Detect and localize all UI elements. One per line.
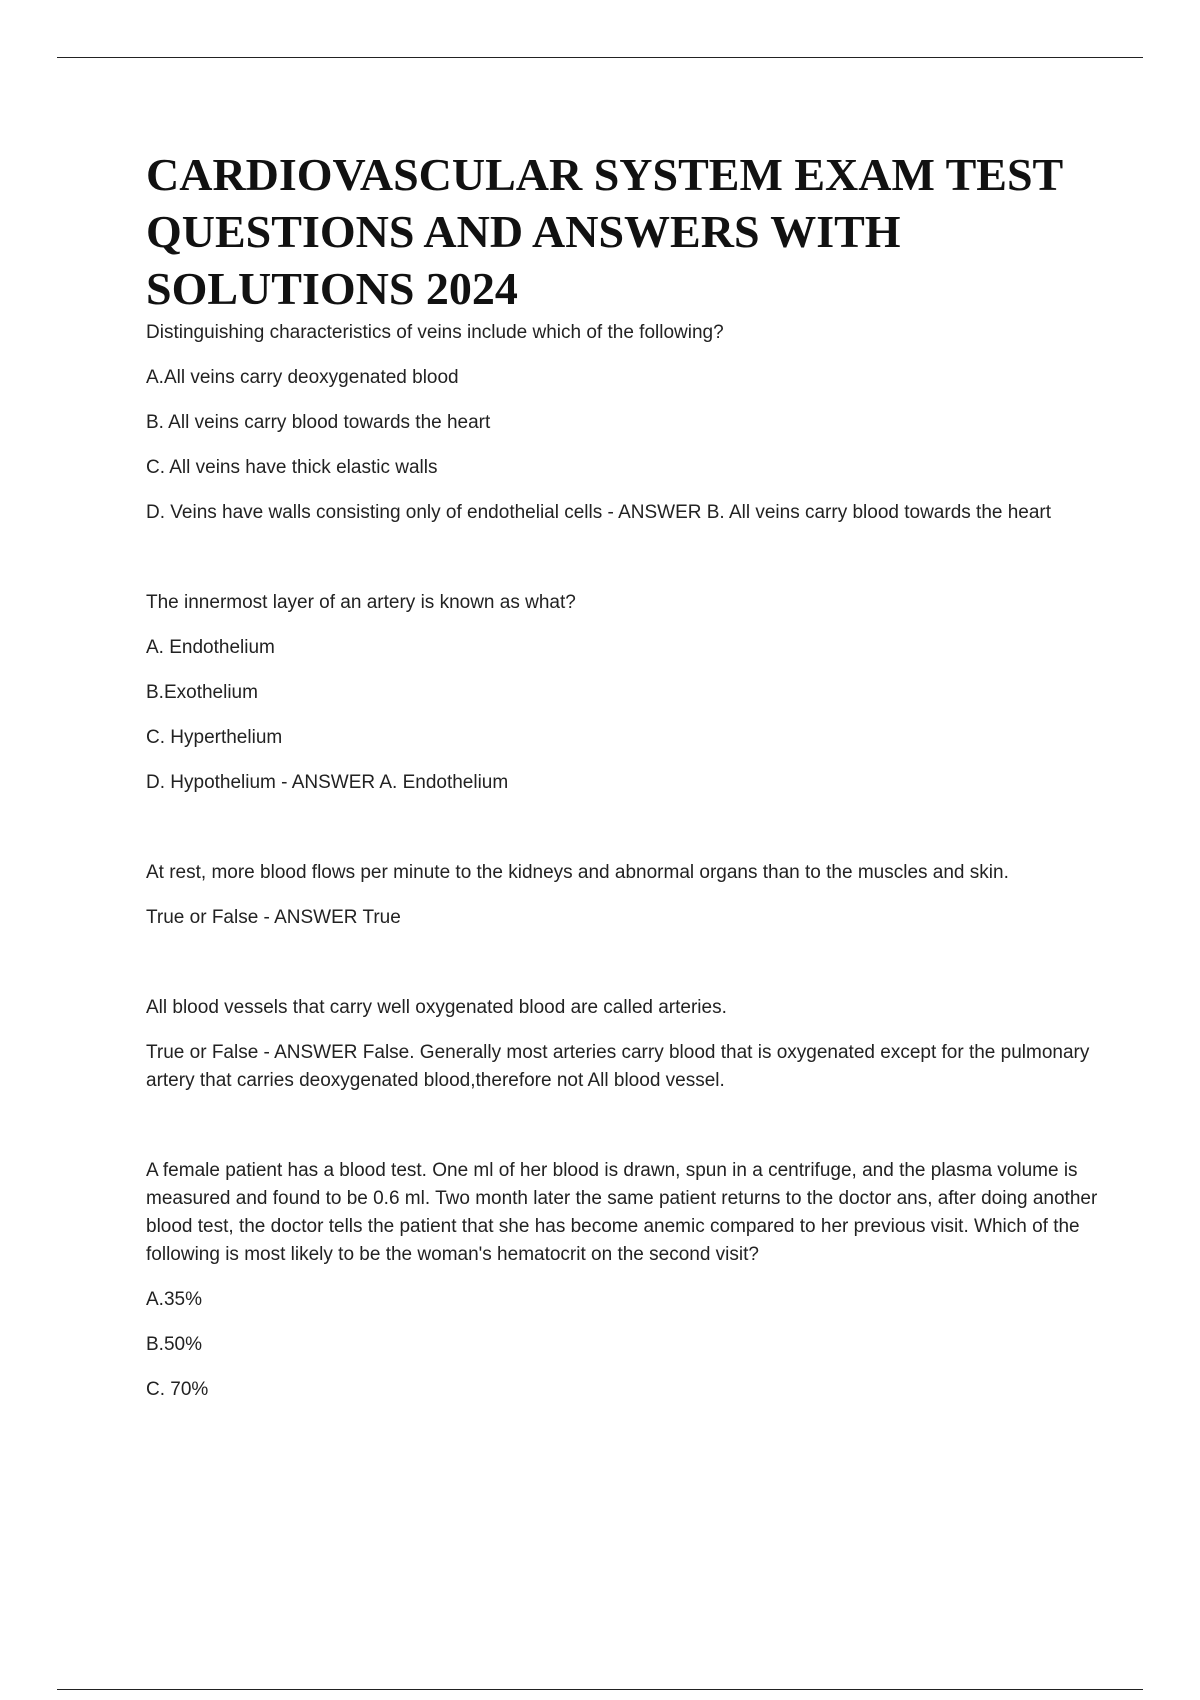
question-block (146, 1157, 1101, 1404)
answer-option: B.Exothelium (146, 682, 258, 703)
question-block (146, 859, 1101, 932)
document-title: CARDIOVASCULAR SYSTEM EXAM TEST QUESTIONS AND ANSWERS WITH SOLUTIONS 2024 (146, 149, 1063, 314)
question-block (146, 319, 1101, 527)
question-prompt: A female patient has a blood test. One ml of her blood is drawn, spun in a centrifuge, and the plasma volume is measured and found to be 0.6 ml. Two month later the same patient returns to the doctor ans, after doing another blood test, the doctor tells the patient that she has become anemic compared to her previous visit. Which of the following is most likely to be the woman's hematocrit on the second visit? (146, 1160, 1098, 1265)
answer-line: True or False - ANSWER False. Generally most arteries carry blood that is oxygenated except for the pulmonary artery that carries deoxygenated blood,therefore not All blood vessel. (146, 1042, 1090, 1091)
document-body (146, 146, 1101, 1421)
question-prompt: All blood vessels that carry well oxygenated blood are called arteries. (146, 997, 727, 1018)
answer-option: B. All veins carry blood towards the heart (146, 412, 491, 433)
answer-option: A.All veins carry deoxygenated blood (146, 367, 459, 388)
question-block (146, 589, 1101, 797)
answer-option: C. All veins have thick elastic walls (146, 457, 438, 478)
question-spacer (146, 544, 1101, 589)
answer-line: True or False - ANSWER True (146, 907, 401, 928)
header-rule (57, 57, 1143, 58)
question-spacer (146, 1112, 1101, 1157)
answer-option: B.50% (146, 1334, 202, 1355)
answer-option: D. Veins have walls consisting only of endothelial cells - ANSWER B. All veins carry blood towards the heart (146, 502, 1052, 523)
answer-option: A. Endothelium (146, 637, 275, 658)
question-prompt: The innermost layer of an artery is known as what? (146, 592, 576, 613)
question-prompt: Distinguishing characteristics of veins include which of the following? (146, 322, 724, 343)
answer-option: A.35% (146, 1289, 202, 1310)
question-prompt: At rest, more blood flows per minute to the kidneys and abnormal organs than to the muscles and skin. (146, 862, 1009, 883)
question-spacer (146, 949, 1101, 994)
question-spacer (146, 814, 1101, 859)
answer-option: D. Hypothelium - ANSWER A. Endothelium (146, 772, 509, 793)
question-block (146, 994, 1101, 1095)
answer-option: C. Hyperthelium (146, 727, 283, 748)
answer-option: C. 70% (146, 1379, 209, 1400)
footer-rule (57, 1689, 1143, 1690)
